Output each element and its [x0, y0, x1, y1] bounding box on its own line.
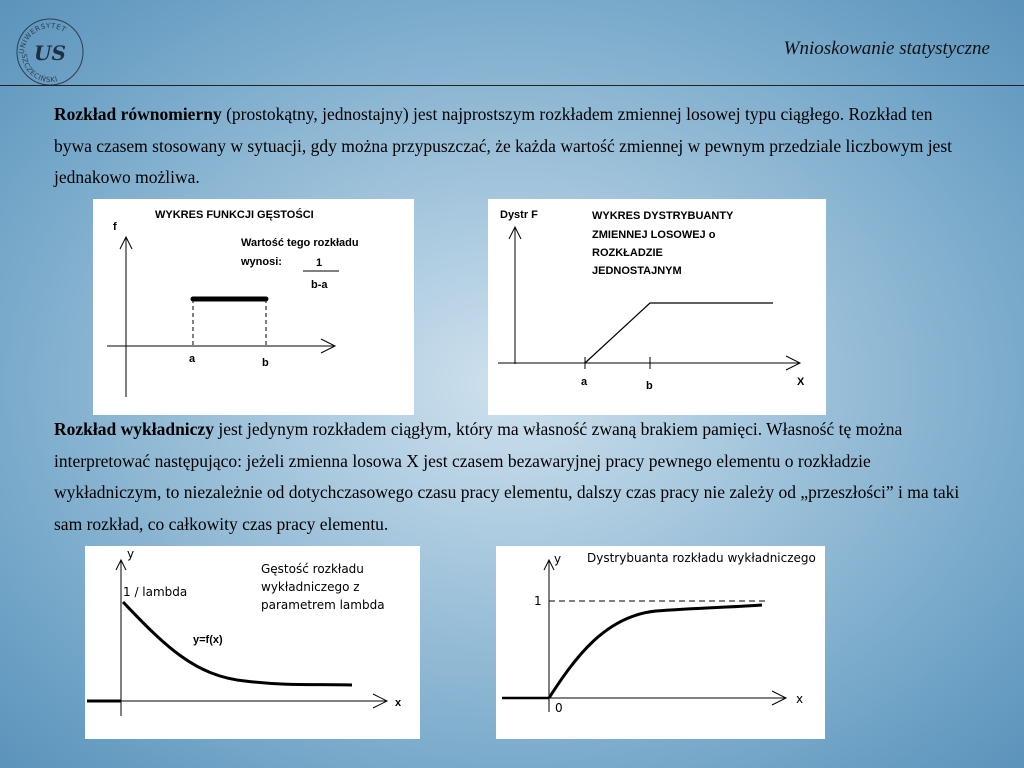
fig4-title: Dystrybuanta rozkładu wykładniczego — [587, 551, 816, 565]
logo-initials: US — [34, 41, 66, 65]
fig3-x-label: x — [395, 697, 402, 709]
term-exponential: Rozkład wykładniczy — [54, 419, 214, 439]
fig4-tick-1: 1 — [534, 594, 542, 608]
logo-text-top: UNIWERSYTET — [17, 21, 68, 55]
logo-text-bottom: SZCZECIŃSKI — [19, 53, 59, 85]
paragraph-uniform-text: (prostokątny, jednostajny) jest najprostszym rozkładem zmiennej losowej typu ciągłego. Rozkład ten bywa czasem stosowany w sytuacji, gdy można przypuszczać, że każda wartość zmiennej w pewnym przedziale liczbowym jest jednakowo możliwa. — [54, 104, 952, 187]
fig3-title-1: Gęstość rozkładu — [261, 562, 364, 576]
fig1-numerator: 1 — [316, 257, 323, 269]
uniform-density-chart — [93, 199, 414, 415]
fig1-denominator: b-a — [311, 279, 328, 291]
fig3-curve-label: y=f(x) — [193, 634, 223, 646]
fig4-x-label: x — [796, 692, 804, 706]
paragraph-uniform — [54, 99, 974, 194]
fig2-tick-b: b — [646, 380, 653, 392]
term-uniform: Rozkład równomierny — [54, 104, 222, 124]
fig3-title-2: wykładniczego z — [261, 580, 360, 594]
exponential-cdf-chart — [496, 546, 825, 739]
fig4-y-label: y — [554, 552, 562, 566]
header-divider — [0, 85, 1024, 86]
fig3-title-3: parametrem lambda — [261, 598, 385, 612]
fig3-y-label: y — [127, 547, 135, 561]
cdf-line — [585, 303, 773, 363]
uniform-cdf-chart — [488, 199, 826, 415]
university-logo — [14, 16, 86, 88]
fig2-title-2: ZMIENNEJ LOSOWEJ o — [592, 229, 716, 241]
fig1-title: WYKRES FUNKCJI GĘSTOŚCI — [155, 209, 314, 221]
fig2-tick-a: a — [581, 376, 588, 388]
fig2-x-label: X — [797, 376, 805, 388]
fig2-title-4: JEDNOSTAJNYM — [592, 265, 682, 277]
fig1-note-1: Wartość tego rozkładu — [241, 237, 359, 249]
fig1-y-label: f — [113, 221, 117, 233]
exponential-density-chart — [85, 546, 420, 739]
fig1-tick-a: a — [189, 353, 196, 365]
density-curve — [123, 602, 352, 685]
fig2-title-1: WYKRES DYSTRYBUANTY — [592, 210, 734, 222]
fig1-tick-b: b — [262, 357, 269, 369]
fig4-tick-0: 0 — [555, 701, 563, 715]
paragraph-exponential-text: jest jedynym rozkładem ciągłym, który ma własność zwaną brakiem pamięci. Własność tę można interpretować następująco: jeżeli zmienna losowa X jest czasem bezawaryjnej pracy pewnego elementu o rozkładzie wykładniczym, to niezależnie od dotychczasowego czasu pracy elementu, dalszy czas pracy nie zależy od „przeszłości” i ma taki sam rozkład, co całkowity czas pracy elementu. — [54, 419, 960, 534]
paragraph-exponential — [54, 414, 974, 540]
fig1-note-2: wynosi: — [241, 256, 282, 268]
fig2-title-3: ROZKŁADZIE — [592, 247, 663, 259]
fig3-y-intercept: 1 / lambda — [123, 585, 188, 599]
cdf-curve — [549, 605, 762, 698]
page-title: Wnioskowanie statystyczne — [783, 38, 990, 59]
fig2-y-label: Dystr F — [500, 209, 538, 221]
